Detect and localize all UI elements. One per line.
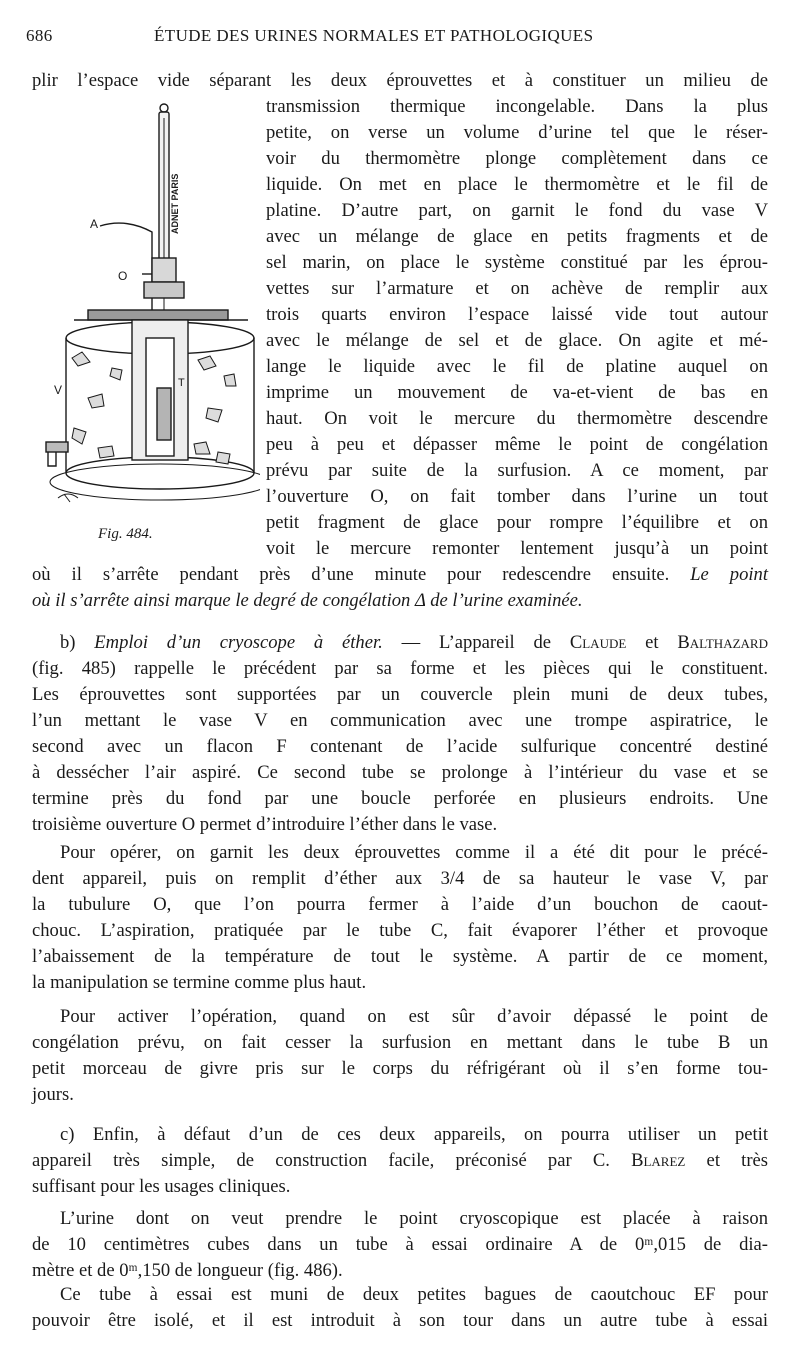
text-line: troisième ouverture O permet d’introduire l’éther dans le vase. [32,814,498,835]
text-line: où il s’arrête pendant près d’une minute pour redescendre ensuite. Le point [32,564,768,585]
figure-caption: Fig. 484. [98,526,153,542]
page-number: 686 [26,26,53,45]
text-line: transmission thermique incongelable. Dans la plus [266,96,768,117]
text-line: peu à peu et dépasser même le point de congélation [266,434,768,455]
text-line: avec le mélange de sel et de glace. On agite et mé- [266,330,768,351]
text-line: avec un mélange de glace en petits fragments et de [266,226,768,247]
text-line: l’abaissement de la température de tout le système. A partir de ce moment, [32,946,768,967]
text-line: la manipulation se termine comme plus haut. [32,972,367,993]
text-line: de 10 centimètres cubes dans un tube à essai ordinaire A de 0ᵐ,015 de dia- [32,1234,768,1255]
figure-label-t: T [178,377,185,389]
running-header [26,26,766,52]
text-line: Les éprouvettes sont supportées par un couvercle plein muni de deux tubes, [32,684,768,705]
text-line: imprime un mouvement de va-et-vient de bas en [266,382,768,403]
text-line: platine. D’autre part, on garnit le fond du vase V [266,200,768,221]
text-line: b) Emploi d’un cryoscope à éther. — L’appareil de Claude et Balthazard [60,632,768,653]
text-line: voit le mercure remonter lentement jusqu’à un point [266,538,768,559]
cryoscope-figure [28,98,260,516]
text-line: c) Enfin, à défaut d’un de ces deux appareils, on pourra utiliser un petit [60,1124,768,1145]
text-line: L’urine dont on veut prendre le point cryoscopique est placée à raison [60,1208,768,1229]
text-line: liquide. On met en place le thermomètre et le fil de [266,174,768,195]
figure-label-v: V [54,383,63,397]
thermometer-label: ADNET PARIS [170,173,180,234]
text-line: dent appareil, puis on remplit d’éther aux 3/4 de sa hauteur le vase V, par [32,868,768,889]
text-line: petit fragment de glace pour rompre l’équilibre et on [266,512,768,533]
text-line: second avec un flacon F contenant de l’acide sulfurique concentré destiné [32,736,768,757]
text-line: l’un mettant le vase V en communication avec une trompe aspiratrice, le [32,710,768,731]
text-line: mètre et de 0ᵐ,150 de longueur (fig. 486). [32,1260,343,1281]
text-line: suffisant pour les usages cliniques. [32,1176,291,1197]
text-line: lange le liquide avec le fil de platine auquel on [266,356,768,377]
text-line: (fig. 485) rappelle le précédent par sa forme et les pièces qui le constituent. [32,658,768,679]
text-line: plir l’espace vide séparant les deux éprouvettes et à constituer un milieu de [32,70,768,91]
text-line: la tubulure O, que l’on pourra fermer à l’aide d’un bouchon de caout- [32,894,768,915]
figure-label-o: O [118,269,128,283]
text-line: petite, on verse un volume d’urine tel que le réser- [266,122,768,143]
cryoscope-illustration [28,98,260,516]
text-line: l’ouverture O, on fait tomber dans l’urine un tout [266,486,768,507]
running-title: ÉTUDE DES URINES NORMALES ET PATHOLOGIQUES [154,26,594,45]
text-line: Pour activer l’opération, quand on est sûr d’avoir dépassé le point de [60,1006,768,1027]
text-line: où il s’arrête ainsi marque le degré de congélation Δ de l’urine examinée. [32,590,583,611]
text-line: Ce tube à essai est muni de deux petites bagues de caoutchouc EF pour [60,1284,768,1305]
text-line: à dessécher l’air aspiré. Ce second tube se prolonge à l’intérieur du vase et se [32,762,768,783]
text-line: pouvoir être isolé, et il est introduit à son tour dans un autre tube à essai [32,1310,768,1331]
text-line: congélation prévu, on fait cesser la surfusion en mettant dans le tube B un [32,1032,768,1053]
text-line: petit morceau de givre pris sur le corps du réfrigérant où il s’en forme tou- [32,1058,768,1079]
text-line: termine près du fond par une boucle perforée en plusieurs endroits. Une [32,788,768,809]
text-line: haut. On voit le mercure du thermomètre descendre [266,408,768,429]
text-line: voir du thermomètre plonge complètement dans ce [266,148,768,169]
text-line: Pour opérer, on garnit les deux éprouvettes comme il a été dit pour le précé- [60,842,768,863]
text-line: trois quarts environ l’espace laissé vide tout autour [266,304,768,325]
text-line: vettes sur l’armature et on achève de remplir aux [266,278,768,299]
text-line: sel marin, on place le système constitué par les éprou- [266,252,768,273]
figure-label-a: A [90,217,99,231]
text-line: appareil très simple, de construction facile, préconisé par C. Blarez et très [32,1150,769,1171]
text-line: chouc. L’aspiration, pratiquée par le tube C, fait évaporer l’éther et provoque [32,920,768,941]
text-line: prévu par suite de la surfusion. A ce moment, par [266,460,768,481]
text-line: jours. [32,1084,74,1105]
